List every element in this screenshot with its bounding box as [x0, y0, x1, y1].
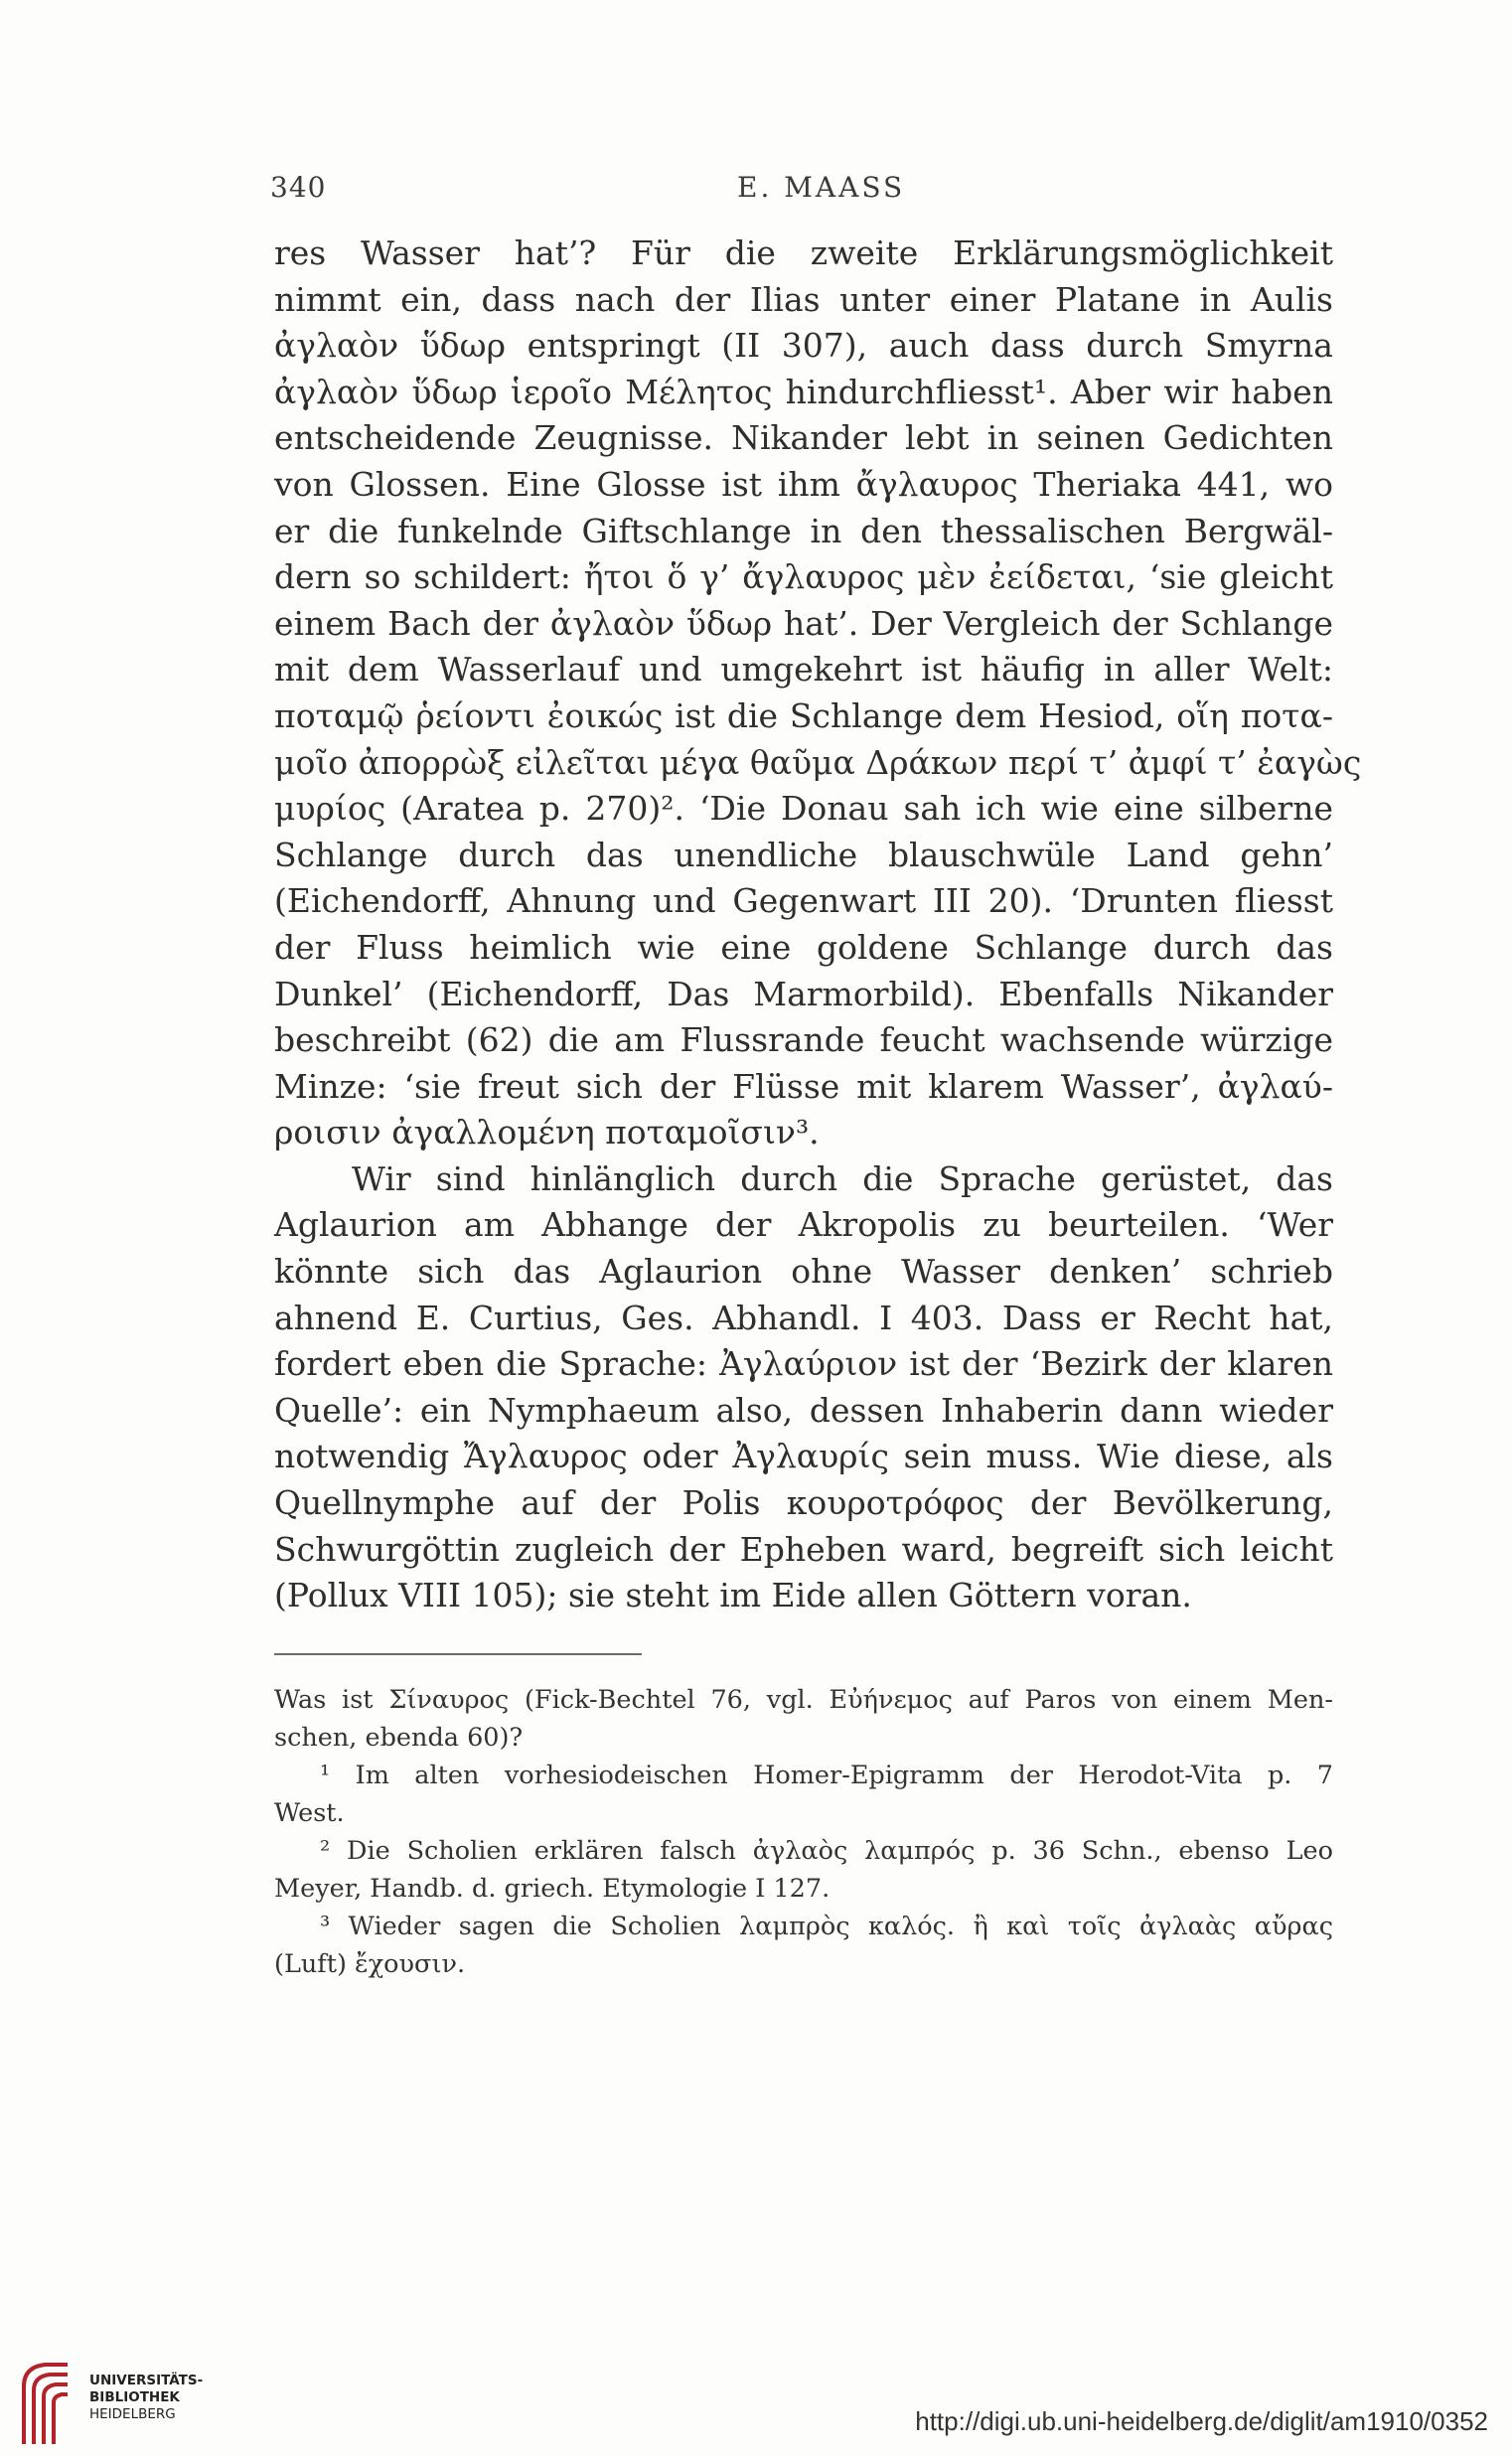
- library-name-line: HEIDELBERG: [89, 2406, 176, 2422]
- library-emblem-icon: [16, 2357, 76, 2446]
- body-line: Minze: ‘sie freut sich der Flüsse mit klarem Wasser’, ἀγλαύ-: [274, 1066, 1333, 1106]
- body-line: beschreibt (62) die am Flussrande feucht wachsende würzige: [274, 1020, 1333, 1060]
- footnote-line: schen, ebenda 60)?: [274, 1723, 524, 1753]
- body-line: von Glossen. Eine Glosse ist ihm ἄγλαυρος Theriaka 441, wo: [274, 464, 1333, 504]
- body-text: [274, 230, 1362, 1619]
- body-line: ροισιν ἀγαλλομένη ποταμοῖσιν³.: [274, 1113, 820, 1152]
- footnote-line: West.: [274, 1798, 345, 1828]
- body-line: (Pollux VIII 105); sie steht im Eide allen Göttern voran.: [274, 1576, 1192, 1615]
- body-line: ποταμῷ ῥείοντι ἐοικώς ist die Schlange dem Hesiod, οἵη ποτα-: [274, 695, 1333, 735]
- footnote-divider: [274, 1653, 642, 1655]
- body-line: ἀγλαὸν ὕδωρ entspringt (II 307), auch dass durch Smyrna: [274, 326, 1333, 366]
- footnote-line: ³ Wieder sagen die Scholien λαμπρὸς καλός. ἢ καὶ τοῖς ἀγλαὰς αὔρας: [320, 1912, 1333, 1941]
- library-name-line: UNIVERSITÄTS-: [89, 2373, 204, 2388]
- body-line: entscheidende Zeugnisse. Nikander lebt in seinen Gedichten: [274, 418, 1333, 458]
- body-line: μοῖο ἀπορρὼξ εἰλεῖται μέγα θαῦμα Δράκων περί τ’ ἀμφί τ’ ἐαγὼς: [274, 742, 1362, 782]
- body-line: Aglaurion am Abhange der Akropolis zu beurteilen. ‘Wer: [274, 1205, 1333, 1245]
- library-name-line: BIBLIOTHEK: [89, 2389, 180, 2405]
- body-line: könnte sich das Aglaurion ohne Wasser denken’ schrieb: [274, 1252, 1333, 1292]
- body-line: μυρίος (Aratea p. 270)². ‘Die Donau sah ich wie eine silberne: [274, 789, 1333, 829]
- body-line: ἀγλαὸν ὕδωρ ἱεροῖο Μέλητος hindurchfliesst¹. Aber wir haben: [274, 372, 1333, 411]
- body-line: fordert eben die Sprache: Ἀγλαύριον ist der ‘Bezirk der klaren: [274, 1344, 1333, 1384]
- body-line: nimmt ein, dass nach der Ilias unter einer Platane in Aulis: [274, 279, 1333, 319]
- body-line: mit dem Wasserlauf und umgekehrt ist häufig in aller Welt:: [274, 650, 1333, 690]
- body-line: der Fluss heimlich wie eine goldene Schlange durch das: [274, 927, 1333, 967]
- page-number: 340: [270, 171, 327, 204]
- body-line: res Wasser hat’? Für die zweite Erklärungsmöglichkeit: [274, 233, 1333, 272]
- footnote-line: ¹ Im alten vorhesiodeischen Homer-Epigramm der Herodot-Vita p. 7: [320, 1761, 1333, 1790]
- footnotes: [274, 1681, 1333, 1983]
- body-line: notwendig Ἄγλαυρος oder Ἀγλαυρίς sein muss. Wie diese, als: [274, 1437, 1333, 1476]
- library-logo: [10, 2355, 248, 2449]
- source-url[interactable]: http://digi.ub.uni-heidelberg.de/diglit/am1910/0352: [915, 2406, 1488, 2436]
- body-line: dern so schildert: ἤτοι ὅ γ’ ἄγλαυρος μὲν ἐείδεται, ‘sie gleicht: [274, 557, 1333, 597]
- body-line: ahnend E. Curtius, Ges. Abhandl. I 403. Dass er Recht hat,: [274, 1298, 1333, 1337]
- body-line: er die funkelnde Giftschlange in den thessalischen Bergwäl-: [274, 511, 1333, 550]
- footnote-line: (Luft) ἔχουσιν.: [274, 1949, 466, 1979]
- body-line: (Eichendorff, Ahnung und Gegenwart III 20). ‘Drunten fliesst: [274, 881, 1333, 921]
- footnote-line: Was ist Σίναυρος (Fick-Bechtel 76, vgl. Εὐήνεμος auf Paros von einem Men-: [274, 1685, 1333, 1715]
- body-line: Dunkel’ (Eichendorff, Das Marmorbild). Ebenfalls Nikander: [274, 974, 1333, 1013]
- body-line: Wir sind hinlänglich durch die Sprache gerüstet, das: [352, 1158, 1333, 1198]
- footnote-line: Meyer, Handb. d. griech. Etymologie I 127.: [274, 1874, 831, 1904]
- running-title: E. MAASS: [737, 171, 906, 204]
- body-line: Schlange durch das unendliche blauschwüle Land gehn’: [274, 835, 1333, 874]
- body-line: einem Bach der ἀγλαὸν ὕδωρ hat’. Der Vergleich der Schlange: [274, 603, 1333, 643]
- body-line: Quelle’: ein Nymphaeum also, dessen Inhaberin dann wieder: [274, 1390, 1333, 1430]
- footnote-line: ² Die Scholien erklären falsch ἀγλαὸς λαμπρός p. 36 Schn., ebenso Leo: [320, 1836, 1333, 1866]
- body-line: Schwurgöttin zugleich der Epheben ward, begreift sich leicht: [274, 1529, 1333, 1569]
- body-line: Quellnymphe auf der Polis κουροτρόφος der Bevölkerung,: [274, 1483, 1333, 1523]
